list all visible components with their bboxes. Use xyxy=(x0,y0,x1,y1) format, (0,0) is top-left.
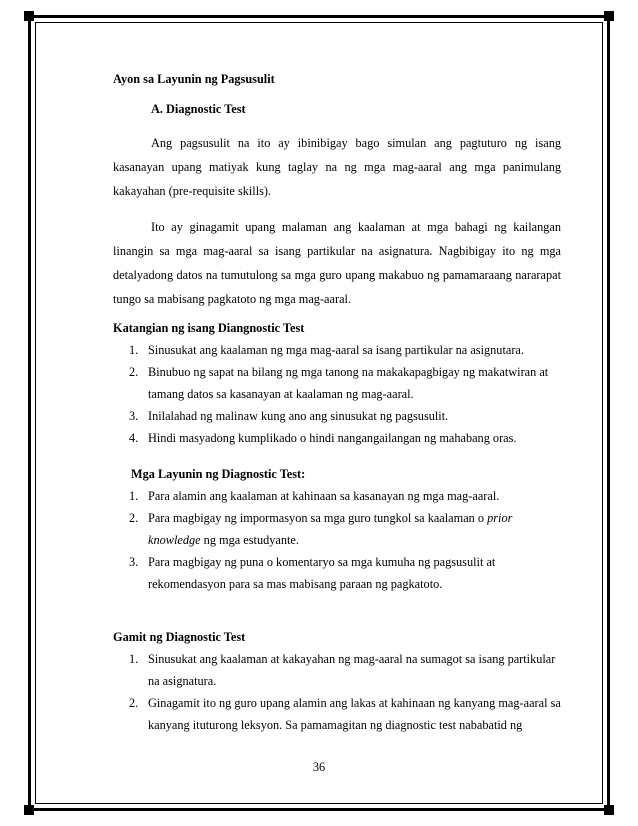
list-item: 1. Sinusukat ang kaalaman ng mga mag-aaral sa isang partikular na asignutara. xyxy=(129,343,524,357)
list-item: 1. Para alamin ang kaalaman at kahinaan sa kasanayan ng mga mag-aaral. xyxy=(129,489,500,503)
italic-term: prior knowledge xyxy=(148,511,513,547)
gamit-heading: Gamit ng Diagnostic Test xyxy=(113,630,246,644)
list-item: 2. Binubuo ng sapat na bilang ng mga tanong na makakapagbigay ng makatwiran at tamang datos sa kasanayan at kaalaman ng mag-aaral. xyxy=(129,365,549,401)
gamit-list xyxy=(113,648,561,736)
page-number: 36 xyxy=(312,760,326,774)
document-body xyxy=(113,72,561,736)
border-corner xyxy=(24,11,34,21)
section-title: Ayon sa Layunin ng Pagsusulit xyxy=(113,72,275,86)
layunin-list xyxy=(113,485,561,595)
list-item: 3. Inilalahad ng malinaw kung ano ang sinusukat ng pagsusulit. xyxy=(129,409,449,423)
list-item: 1. Sinusukat ang kaalaman at kakayahan ng mag-aaral na sumagot sa isang partikular na asignatura. xyxy=(129,652,556,688)
layunin-heading: Mga Layunin ng Diagnostic Test: xyxy=(131,467,306,481)
border-corner xyxy=(604,11,614,21)
subsection-title: A. Diagnostic Test xyxy=(151,102,246,116)
border-corner xyxy=(24,805,34,815)
katangian-list xyxy=(113,339,561,449)
list-item: 4. Hindi masyadong kumplikado o hindi nangangailangan ng mahabang oras. xyxy=(129,431,517,445)
paragraph: Ang pagsusulit na ito ay ibinibigay bago simulan ang pagtuturo ng isang kasanayan upang matiyak kung taglay na ng mga mag-aaral ang mga panimulang kakayahan (pre-requisite skills). xyxy=(113,136,561,198)
list-item: 2. Para magbigay ng impormasyon sa mga guro tungkol sa kaalaman o prior knowledge ng mga estudyante. xyxy=(129,511,513,547)
paragraph: Ito ay ginagamit upang malaman ang kaalaman at mga bahagi ng kailangan linangin sa mga mag-aaral sa isang partikular na asignatura. Nagbibigay ito ng mga detalyadong datos na tumutulong sa mga guro upang makabuo ng pamamaraang nararapat tungo sa mabisang pagkatoto ng mga mag-aaral. xyxy=(113,220,561,306)
list-item: 3. Para magbigay ng puna o komentaryo sa mga kumuha ng pagsusulit at rekomendasyon para sa mas mabisang paraan ng pagkatoto. xyxy=(129,555,496,591)
katangian-heading: Katangian ng isang Diangnostic Test xyxy=(113,321,305,335)
border-corner xyxy=(604,805,614,815)
list-item: 2. Ginagamit ito ng guro upang alamin ang lakas at kahinaan ng kanyang mag-aaral sa kanyang ituturong leksyon. Sa pamamagitan ng diagnostic test nababatid ng xyxy=(129,696,561,732)
